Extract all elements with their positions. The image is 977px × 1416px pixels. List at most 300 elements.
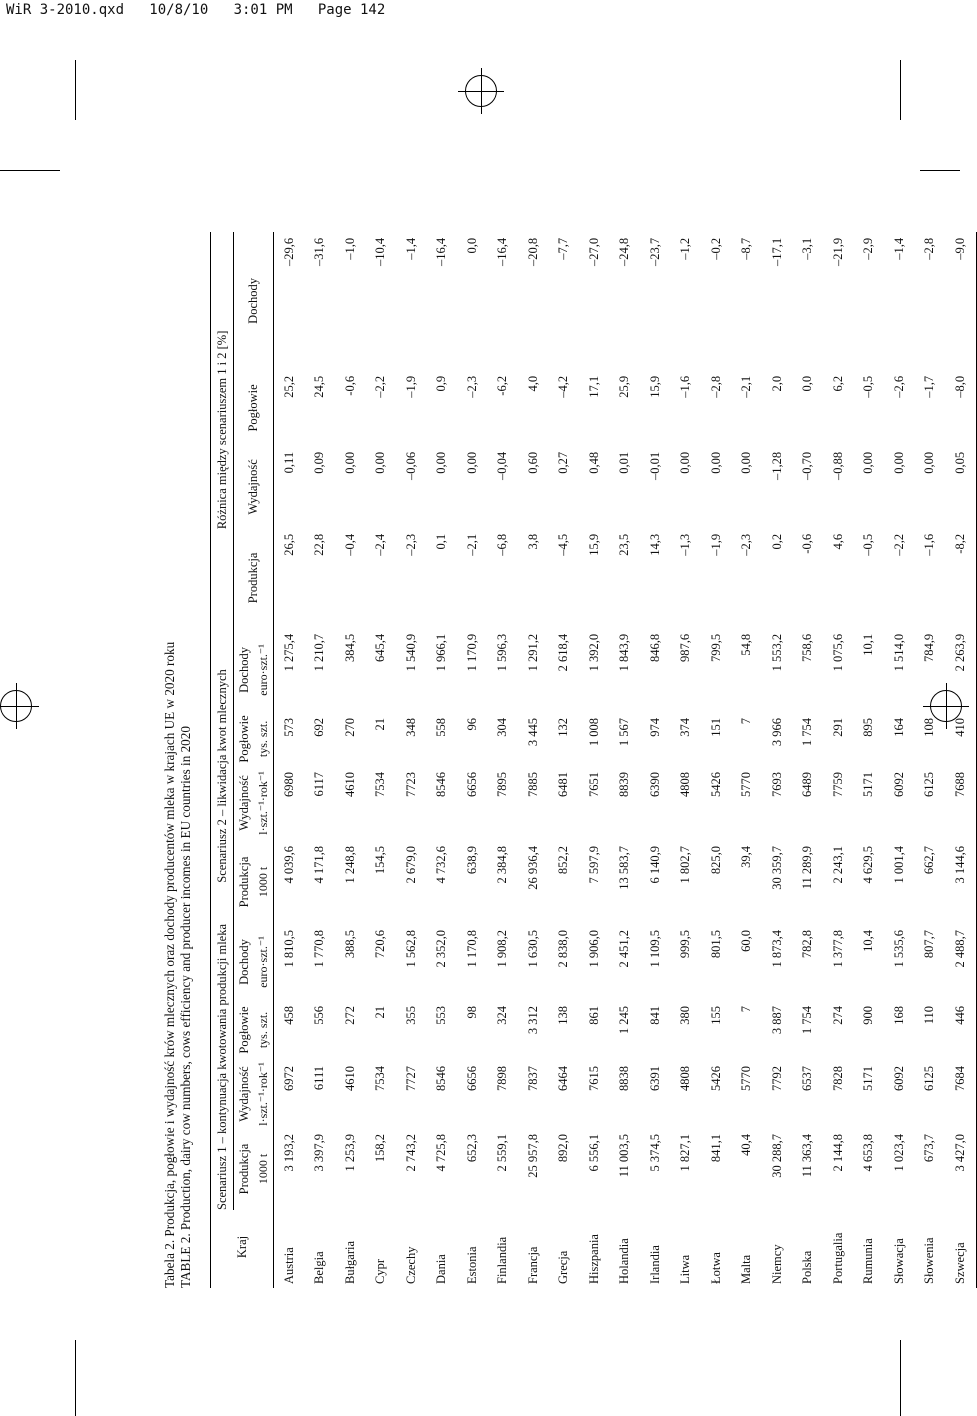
value-cell: 15,9 bbox=[647, 375, 662, 398]
value-cell: 1 802,7 bbox=[678, 845, 693, 884]
value-cell: 15,9 bbox=[586, 533, 601, 556]
value-cell: 151 bbox=[708, 717, 723, 737]
value-cell: 2 263,9 bbox=[945, 628, 976, 712]
value-cell: 274 bbox=[830, 1006, 845, 1025]
value-cell: –16,4 bbox=[495, 237, 510, 266]
value-cell: 0,2 bbox=[769, 533, 784, 550]
value-cell: 291 bbox=[830, 717, 845, 737]
value-cell: 3,8 bbox=[525, 533, 540, 550]
value-cell: 0,60 bbox=[525, 451, 540, 474]
country-cell: Słowenia bbox=[922, 1237, 937, 1284]
value-cell: -8,2 bbox=[945, 528, 976, 628]
value-cell: 0,00 bbox=[861, 451, 876, 474]
value-cell: 1 906,0 bbox=[586, 929, 601, 968]
value-cell: –24,8 bbox=[617, 237, 632, 266]
value-cell: 6537 bbox=[800, 1066, 815, 1091]
table-row bbox=[732, 232, 763, 1288]
registration-mark bbox=[0, 690, 32, 722]
value-cell: 13 583,7 bbox=[617, 845, 632, 890]
value-cell: 158,2 bbox=[373, 1134, 388, 1163]
value-cell: 1 827,1 bbox=[678, 1134, 693, 1172]
value-cell: –1,4 bbox=[403, 237, 418, 260]
value-cell: –1,0 bbox=[342, 237, 357, 260]
header-dochody: Dochody bbox=[234, 232, 274, 370]
value-cell: 4 732,6 bbox=[434, 845, 449, 884]
value-cell: 7693 bbox=[769, 771, 784, 797]
value-cell: 4 039,6 bbox=[281, 845, 296, 884]
value-cell: –0,01 bbox=[647, 451, 662, 481]
value-cell: 5770 bbox=[739, 771, 754, 797]
value-cell: 6391 bbox=[647, 1066, 662, 1091]
value-cell: 6,2 bbox=[830, 375, 845, 392]
value-cell: –3,1 bbox=[800, 237, 815, 260]
value-cell: 1 810,5 bbox=[281, 929, 296, 968]
value-cell: 5171 bbox=[861, 1066, 876, 1091]
value-cell: 6972 bbox=[281, 1066, 296, 1091]
country-cell: Portugalia bbox=[830, 1232, 845, 1284]
value-cell: 384,5 bbox=[342, 633, 357, 663]
value-cell: 2 559,1 bbox=[495, 1134, 510, 1172]
value-cell: 807,7 bbox=[922, 929, 937, 959]
header-group-scenario-1: Scenariusz 1 – kontynuacja kwotowania produkcji mleka bbox=[211, 924, 234, 1210]
crop-mark bbox=[900, 1340, 901, 1416]
value-cell: 3 397,9 bbox=[312, 1134, 327, 1172]
value-cell: 1 392,0 bbox=[586, 633, 601, 672]
header-unit: 1000 t bbox=[254, 840, 274, 924]
value-cell: 1 873,4 bbox=[769, 929, 784, 968]
value-cell: 1 248,8 bbox=[342, 845, 357, 884]
country-cell: Niemcy bbox=[769, 1244, 784, 1284]
value-cell: 900 bbox=[861, 1006, 876, 1025]
value-cell: 0,00 bbox=[373, 451, 388, 474]
value-cell: –10,4 bbox=[373, 237, 388, 266]
value-cell: 556 bbox=[312, 1006, 327, 1025]
table-row bbox=[549, 232, 580, 1288]
value-cell: 4,6 bbox=[830, 533, 845, 550]
value-cell: 6117 bbox=[312, 771, 327, 797]
header-unit: 1000 t bbox=[254, 1128, 274, 1210]
value-cell: 573 bbox=[281, 717, 296, 737]
crop-mark bbox=[0, 170, 60, 171]
value-cell: 108 bbox=[922, 717, 937, 737]
value-cell: 673,7 bbox=[922, 1134, 937, 1163]
value-cell: –2,1 bbox=[739, 375, 754, 398]
value-cell: –4,5 bbox=[556, 533, 571, 556]
value-cell: 0,00 bbox=[891, 451, 906, 474]
value-cell: 0,00 bbox=[922, 451, 937, 474]
value-cell: 155 bbox=[708, 1006, 723, 1025]
value-cell: 1 540,9 bbox=[403, 633, 418, 672]
value-cell: 2 679,0 bbox=[403, 845, 418, 884]
country-cell: Łotwa bbox=[708, 1252, 723, 1284]
value-cell: 6111 bbox=[312, 1066, 327, 1091]
value-cell: 5 374,5 bbox=[647, 1134, 662, 1172]
value-cell: 1 770,8 bbox=[312, 929, 327, 968]
value-cell: 758,6 bbox=[800, 633, 815, 663]
value-cell: –1,6 bbox=[922, 533, 937, 556]
value-cell: –2,6 bbox=[891, 375, 906, 398]
value-cell: 1 075,6 bbox=[830, 633, 845, 672]
value-cell: 11 289,9 bbox=[800, 845, 815, 890]
value-cell: 60,0 bbox=[739, 929, 754, 952]
value-cell: 132 bbox=[556, 717, 571, 737]
value-cell: –6,8 bbox=[495, 533, 510, 556]
value-cell: 24,5 bbox=[312, 375, 327, 398]
value-cell: 0,00 bbox=[342, 451, 357, 474]
value-cell: 54,8 bbox=[739, 633, 754, 656]
value-cell: 1 553,2 bbox=[769, 633, 784, 672]
value-cell: –27,0 bbox=[586, 237, 601, 266]
table-row bbox=[366, 232, 397, 1288]
table-row bbox=[915, 232, 946, 1288]
country-cell: Dania bbox=[434, 1254, 449, 1284]
value-cell: 6656 bbox=[464, 1066, 479, 1091]
value-cell: 1 596,3 bbox=[495, 633, 510, 672]
value-cell: –2,2 bbox=[891, 533, 906, 556]
header-wydajnosc: Wydajność bbox=[236, 775, 251, 831]
value-cell: 720,6 bbox=[373, 929, 388, 959]
country-cell: Czechy bbox=[403, 1246, 418, 1284]
header-unit: euro·szt.⁻¹ bbox=[254, 628, 274, 712]
value-cell: 0,27 bbox=[556, 451, 571, 474]
header-poglowie: Pogłowie bbox=[236, 1006, 251, 1054]
header-dochody: Dochody bbox=[236, 647, 251, 693]
value-cell: 4808 bbox=[678, 1066, 693, 1091]
value-cell: 11 363,4 bbox=[800, 1134, 815, 1178]
value-cell: 4 171,8 bbox=[312, 845, 327, 884]
value-cell: 8838 bbox=[617, 1066, 632, 1091]
value-cell: 799,5 bbox=[708, 633, 723, 663]
table-row bbox=[488, 232, 519, 1288]
value-cell: 1 275,4 bbox=[281, 633, 296, 672]
country-cell: Malta bbox=[739, 1254, 754, 1284]
crop-mark bbox=[900, 60, 901, 120]
value-cell: 39,4 bbox=[739, 845, 754, 868]
value-cell: –1,2 bbox=[678, 237, 693, 260]
header-poglowie: Pogłowie bbox=[234, 370, 274, 446]
value-cell: 2 352,0 bbox=[434, 929, 449, 968]
value-cell: 1 001,4 bbox=[891, 845, 906, 884]
table-row bbox=[579, 232, 610, 1288]
table-row bbox=[396, 232, 427, 1288]
table-row bbox=[945, 232, 976, 1288]
country-cell: Finlandia bbox=[495, 1236, 510, 1284]
value-cell: 1 630,5 bbox=[525, 929, 540, 968]
value-cell: 1 562,8 bbox=[403, 929, 418, 968]
value-cell: 14,3 bbox=[647, 533, 662, 556]
value-cell: –2,8 bbox=[708, 375, 723, 398]
value-cell: 7 bbox=[739, 1006, 754, 1013]
value-cell: 0,1 bbox=[434, 533, 449, 550]
value-cell: 1 567 bbox=[617, 717, 632, 747]
value-cell: 2 144,8 bbox=[830, 1134, 845, 1172]
value-cell: 5171 bbox=[861, 771, 876, 797]
value-cell: 40,4 bbox=[739, 1134, 754, 1156]
value-cell: 348 bbox=[403, 717, 418, 737]
header-produkcja: Produkcja bbox=[236, 856, 251, 908]
value-cell: 0,00 bbox=[434, 451, 449, 474]
value-cell: 6092 bbox=[891, 1066, 906, 1091]
header-unit: euro·szt.⁻¹ bbox=[254, 924, 274, 1000]
value-cell: –0,04 bbox=[495, 451, 510, 481]
value-cell: –1,28 bbox=[769, 451, 784, 481]
value-cell: –1,9 bbox=[708, 533, 723, 556]
value-cell: 2 384,8 bbox=[495, 845, 510, 884]
value-cell: –2,3 bbox=[403, 533, 418, 556]
value-cell: –29,6 bbox=[281, 237, 296, 266]
value-cell: 8546 bbox=[434, 1066, 449, 1091]
value-cell: 26,5 bbox=[281, 533, 296, 556]
value-cell: 0,9 bbox=[434, 375, 449, 392]
value-cell: 3 427,0 bbox=[945, 1128, 976, 1210]
header-produkcja: Produkcja bbox=[234, 528, 274, 628]
value-cell: 1 109,5 bbox=[647, 929, 662, 968]
value-cell: 1 023,4 bbox=[891, 1134, 906, 1172]
value-cell: 7759 bbox=[830, 771, 845, 797]
country-cell: Bułgaria bbox=[342, 1240, 357, 1284]
value-cell: 4 653,8 bbox=[861, 1134, 876, 1172]
country-cell: Litwa bbox=[678, 1254, 693, 1284]
value-cell: 6 556,1 bbox=[586, 1134, 601, 1172]
value-cell: 4610 bbox=[342, 1066, 357, 1091]
value-cell: –2,3 bbox=[464, 375, 479, 398]
value-cell: 2 243,1 bbox=[830, 845, 845, 884]
value-cell: 652,3 bbox=[464, 1134, 479, 1163]
value-cell: 6125 bbox=[922, 771, 937, 797]
value-cell: 3 193,2 bbox=[281, 1134, 296, 1172]
value-cell: 25,9 bbox=[617, 375, 632, 398]
header-unit: tys. szt. bbox=[254, 1000, 274, 1060]
value-cell: 3 144,6 bbox=[945, 840, 976, 924]
table-row bbox=[457, 232, 488, 1288]
value-cell: 1 210,7 bbox=[312, 633, 327, 672]
value-cell: –31,6 bbox=[312, 237, 327, 266]
value-cell: 782,8 bbox=[800, 929, 815, 959]
value-cell: 30 359,7 bbox=[769, 845, 784, 890]
crop-mark bbox=[75, 60, 76, 120]
value-cell: 0,01 bbox=[617, 451, 632, 474]
value-cell: –0,06 bbox=[403, 451, 418, 481]
value-cell: 0,0 bbox=[464, 237, 479, 254]
value-cell: 1 253,9 bbox=[342, 1134, 357, 1172]
value-cell: –2,2 bbox=[373, 375, 388, 398]
value-cell: 0,00 bbox=[739, 451, 754, 474]
value-cell: 7895 bbox=[495, 771, 510, 797]
value-cell: 558 bbox=[434, 717, 449, 737]
table-row bbox=[610, 232, 641, 1288]
value-cell: 1 514,0 bbox=[891, 633, 906, 672]
value-cell: 7 597,9 bbox=[586, 845, 601, 884]
value-cell: –2,8 bbox=[922, 237, 937, 260]
value-cell: –16,4 bbox=[434, 237, 449, 266]
value-cell: 4808 bbox=[678, 771, 693, 797]
value-cell: 7651 bbox=[586, 771, 601, 797]
value-cell: 5426 bbox=[708, 1066, 723, 1091]
table-row bbox=[518, 232, 549, 1288]
rotated-table-page bbox=[162, 232, 967, 1288]
value-cell: –7,7 bbox=[556, 237, 571, 260]
value-cell: 458 bbox=[281, 1006, 296, 1025]
value-cell: 6489 bbox=[800, 771, 815, 797]
value-cell: 168 bbox=[891, 1006, 906, 1025]
value-cell: 164 bbox=[891, 717, 906, 737]
registration-mark bbox=[465, 75, 497, 107]
value-cell: 388,5 bbox=[342, 929, 357, 959]
country-cell: Austria bbox=[281, 1247, 296, 1284]
value-cell: –1,3 bbox=[678, 533, 693, 556]
table-row bbox=[884, 232, 915, 1288]
table-row bbox=[671, 232, 702, 1288]
value-cell: 21 bbox=[373, 1006, 388, 1019]
value-cell: 1 843,9 bbox=[617, 633, 632, 672]
value-cell: 3 966 bbox=[769, 717, 784, 747]
value-cell: 553 bbox=[434, 1006, 449, 1025]
value-cell: –8,0 bbox=[945, 370, 976, 446]
value-cell: 7534 bbox=[373, 1066, 388, 1091]
value-cell: -0,6 bbox=[800, 533, 815, 554]
value-cell: 6464 bbox=[556, 1066, 571, 1091]
table-row bbox=[305, 232, 336, 1288]
value-cell: –1,9 bbox=[403, 375, 418, 398]
value-cell: 662,7 bbox=[922, 845, 937, 875]
table-row bbox=[427, 232, 458, 1288]
header-poglowie: Pogłowie bbox=[236, 715, 251, 763]
value-cell: 11 003,5 bbox=[617, 1134, 632, 1178]
value-cell: –0,2 bbox=[708, 237, 723, 260]
value-cell: 1 170,8 bbox=[464, 929, 479, 968]
value-cell: 1 170,9 bbox=[464, 633, 479, 672]
value-cell: –2,9 bbox=[861, 237, 876, 260]
country-cell: Grecja bbox=[556, 1250, 571, 1284]
value-cell: 0,09 bbox=[312, 451, 327, 474]
table-row bbox=[335, 232, 366, 1288]
header-kraj: Kraj bbox=[211, 1210, 274, 1288]
value-cell: 138 bbox=[556, 1006, 571, 1025]
table-row bbox=[793, 232, 824, 1288]
value-cell: –0,5 bbox=[861, 375, 876, 398]
value-cell: 374 bbox=[678, 717, 693, 737]
value-cell: 355 bbox=[403, 1006, 418, 1025]
value-cell: 8839 bbox=[617, 771, 632, 797]
value-cell: 6481 bbox=[556, 771, 571, 797]
value-cell: 5426 bbox=[708, 771, 723, 797]
header-group-difference: Różnica między scenariuszem 1 i 2 [%] bbox=[211, 232, 234, 628]
value-cell: 4 629,5 bbox=[861, 845, 876, 884]
value-cell: 841 bbox=[647, 1006, 662, 1025]
value-cell: 645,4 bbox=[373, 633, 388, 663]
value-cell: 2 838,0 bbox=[556, 929, 571, 968]
value-cell: –2,1 bbox=[464, 533, 479, 556]
value-cell: 7688 bbox=[945, 766, 976, 840]
header-unit: l·szt.⁻¹·rok⁻¹ bbox=[254, 1060, 274, 1128]
value-cell: 0,48 bbox=[586, 451, 601, 474]
table-caption-pl: Tabela 2. Produkcja, pogłowie i wydajność krów mlecznych oraz dochody producentów mleka w krajach UE w 2020 roku bbox=[162, 641, 177, 1288]
value-cell: –1,6 bbox=[678, 375, 693, 398]
value-cell: –21,9 bbox=[830, 237, 845, 266]
value-cell: 1 377,8 bbox=[830, 929, 845, 968]
value-cell: 6980 bbox=[281, 771, 296, 797]
country-cell: Francja bbox=[525, 1246, 540, 1284]
value-cell: 96 bbox=[464, 717, 479, 731]
value-cell: 1 008 bbox=[586, 717, 601, 747]
value-cell: 846,8 bbox=[647, 633, 662, 663]
value-cell: 110 bbox=[922, 1006, 937, 1025]
value-cell: 974 bbox=[647, 717, 662, 737]
table-row bbox=[274, 232, 305, 1288]
data-table bbox=[210, 232, 977, 1288]
value-cell: 8546 bbox=[434, 771, 449, 797]
value-cell: 841,1 bbox=[708, 1134, 723, 1163]
value-cell: 6125 bbox=[922, 1066, 937, 1091]
country-cell: Belgia bbox=[312, 1251, 327, 1284]
value-cell: 25 957,8 bbox=[525, 1134, 540, 1178]
value-cell: 7885 bbox=[525, 771, 540, 797]
value-cell: 23,5 bbox=[617, 533, 632, 556]
header-wydajnosc: Wydajność bbox=[236, 1066, 251, 1122]
value-cell: 22,8 bbox=[312, 533, 327, 556]
value-cell: 7837 bbox=[525, 1066, 540, 1091]
value-cell: 987,6 bbox=[678, 633, 693, 663]
value-cell: 380 bbox=[678, 1006, 693, 1025]
country-cell: Hiszpania bbox=[586, 1234, 601, 1284]
table-caption-en: TABLE 2. Production, dairy cow numbers, cows efficiency and producer incomes in EU countries in 2020 bbox=[178, 726, 193, 1288]
value-cell: 304 bbox=[495, 717, 510, 737]
value-cell: –2,4 bbox=[373, 533, 388, 556]
value-cell: 0,00 bbox=[678, 451, 693, 474]
value-cell: –0,5 bbox=[861, 533, 876, 556]
header-unit: tys. szt. bbox=[254, 712, 274, 766]
value-cell: 272 bbox=[342, 1006, 357, 1025]
value-cell: 999,5 bbox=[678, 929, 693, 959]
value-cell: 0,05 bbox=[945, 446, 976, 528]
header-produkcja: Produkcja bbox=[236, 1143, 251, 1195]
country-cell: Polska bbox=[800, 1250, 815, 1284]
value-cell: 324 bbox=[495, 1006, 510, 1025]
value-cell: –17,1 bbox=[769, 237, 784, 266]
value-cell: 10,1 bbox=[861, 633, 876, 656]
country-cell: Estonia bbox=[464, 1246, 479, 1284]
print-slug: WiR 3-2010.qxd 10/8/10 3:01 PM Page 142 bbox=[6, 2, 386, 18]
value-cell: 892,0 bbox=[556, 1134, 571, 1163]
value-cell: –0,88 bbox=[830, 451, 845, 481]
value-cell: 30 288,7 bbox=[769, 1134, 784, 1178]
country-cell: Irlandia bbox=[647, 1245, 662, 1284]
value-cell: 7723 bbox=[403, 771, 418, 797]
value-cell: 5770 bbox=[739, 1066, 754, 1091]
header-dochody: Dochody bbox=[236, 939, 251, 985]
value-cell: 270 bbox=[342, 717, 357, 737]
value-cell: 6 140,9 bbox=[647, 845, 662, 884]
value-cell: –23,7 bbox=[647, 237, 662, 266]
country-cell: Cypr bbox=[373, 1259, 388, 1284]
value-cell: 3 445 bbox=[525, 717, 540, 747]
value-cell: 895 bbox=[861, 717, 876, 737]
value-cell: -0,6 bbox=[342, 375, 357, 396]
value-cell: 7684 bbox=[945, 1060, 976, 1128]
value-cell: 4,0 bbox=[525, 375, 540, 392]
value-cell: 0,11 bbox=[281, 451, 296, 474]
value-cell: 26 936,4 bbox=[525, 845, 540, 890]
table-row bbox=[823, 232, 854, 1288]
value-cell: 21 bbox=[373, 717, 388, 731]
value-cell: 6656 bbox=[464, 771, 479, 797]
value-cell: 4610 bbox=[342, 771, 357, 797]
country-cell: Holandia bbox=[617, 1238, 632, 1284]
value-cell: 10,4 bbox=[861, 929, 876, 952]
value-cell: 154,5 bbox=[373, 845, 388, 875]
value-cell: 2,0 bbox=[769, 375, 784, 392]
value-cell: 825,0 bbox=[708, 845, 723, 875]
